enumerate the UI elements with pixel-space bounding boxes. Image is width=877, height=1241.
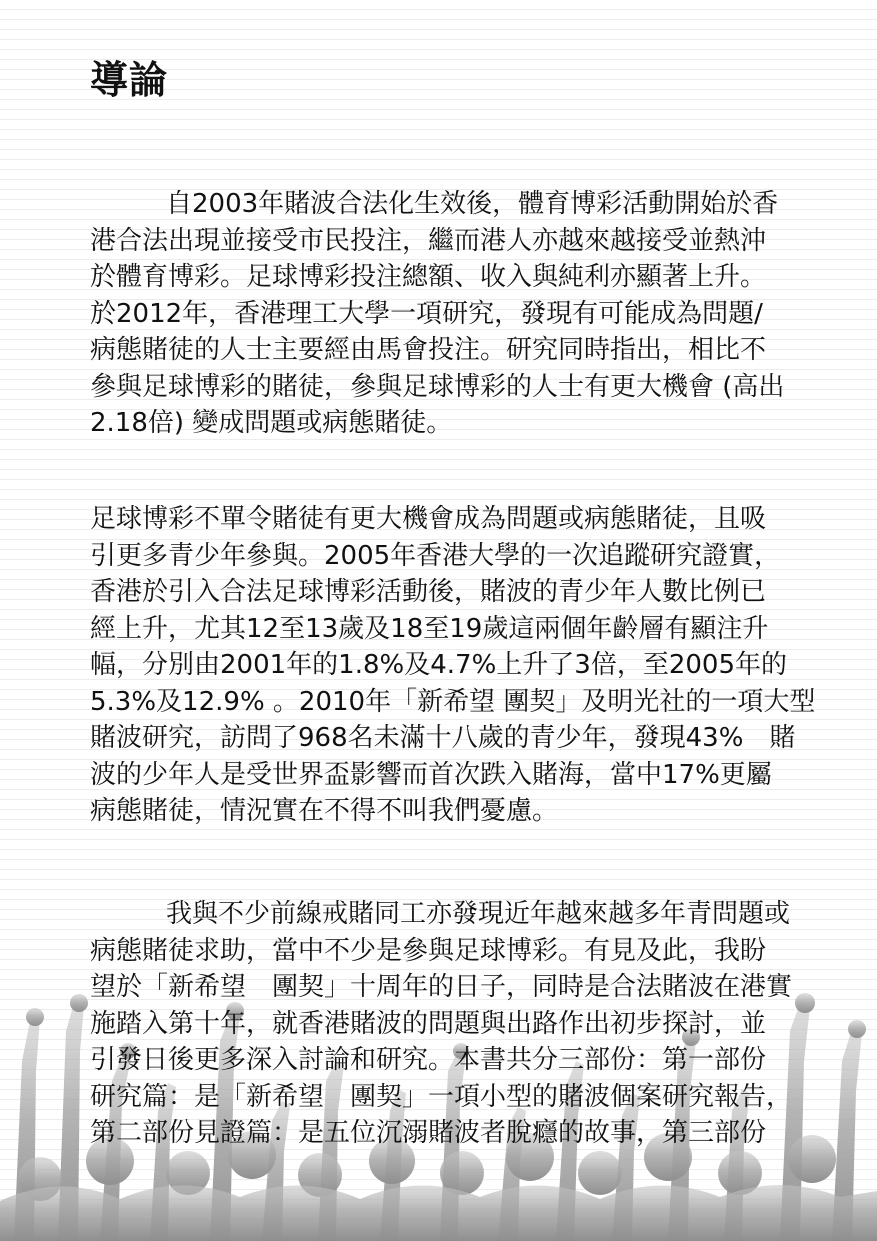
- paragraph-line: 引更多青少年參與。2005年香港大學的一次追蹤研究證實，: [90, 540, 781, 571]
- paragraph-line: 經上升，尤其12至13歲及18至19歲這兩個年齡層有顯注升: [90, 613, 769, 644]
- paragraph-line: 第二部份見證篇：是五位沉溺賭波者脫癮的故事，第三部份: [90, 1118, 767, 1148]
- paragraph-book-overview: [90, 896, 792, 1152]
- paragraph-line: 5.3%及12.9% 。2010年「新希望 團契」及明光社的一項大型: [90, 686, 816, 717]
- page-title: 導論: [90, 58, 169, 102]
- paragraph-youth: [90, 501, 815, 830]
- paragraph-line: 病態賭徒求助，當中不少是參與足球博彩。有見及此，我盼: [90, 935, 767, 966]
- paragraph-intro: [90, 186, 784, 442]
- paragraph-line: 足球博彩不單令賭徒有更大機會成為問題或病態賭徒，且吸: [90, 504, 767, 534]
- paragraph-line: 自2003年賭波合法化生效後，體育博彩活動開始於香: [166, 189, 779, 219]
- paragraph-line: 我與不少前線戒賭同工亦發現近年越來越多年青問題或: [166, 899, 791, 929]
- paragraph-line: 2.18倍) 變成問題或病態賭徒。: [90, 408, 453, 438]
- paragraph-line: 病態賭徒，情況實在不得不叫我們憂慮。: [90, 796, 559, 826]
- paragraph-line: 賭波研究，訪問了968名未滿十八歲的青少年，發現43% 賭: [90, 723, 796, 753]
- paragraph-line: 於體育博彩。足球博彩投注總額、收入與純利亦顯著上升。: [90, 262, 767, 292]
- paragraph-line: 引發日後更多深入討論和研究。本書共分三部份：第一部份: [90, 1045, 767, 1075]
- paragraph-line: 香港於引入合法足球博彩活動後，賭波的青少年人數比例已: [90, 577, 767, 607]
- paragraph-line: 施踏入第十年，就香港賭波的問題與出路作出初步探討，並: [90, 1008, 767, 1039]
- paragraph-line: 港合法出現並接受市民投注，繼而港人亦越來越接受並熱沖: [90, 225, 767, 256]
- paragraph-line: 幅，分別由2001年的1.8%及4.7%上升了3倍，至2005年的: [90, 650, 787, 680]
- paragraph-line: 於2012年，香港理工大學一項研究，發現有可能成為問題/: [90, 298, 763, 329]
- paragraph-line: 病態賭徒的人士主要經由馬會投注。研究同時指出，相比不: [90, 335, 767, 365]
- paragraph-line: 研究篇：是「新希望 團契」一項小型的賭波個案研究報告，: [90, 1081, 793, 1112]
- paragraph-line: 參與足球博彩的賭徒，參與足球博彩的人士有更大機會 (高出: [90, 371, 785, 402]
- paragraph-line: 波的少年人是受世界盃影響而首次跌入賭海，當中17%更屬: [90, 759, 772, 790]
- paragraph-line: 望於「新希望 團契」十周年的日子，同時是合法賭波在港實: [90, 972, 793, 1002]
